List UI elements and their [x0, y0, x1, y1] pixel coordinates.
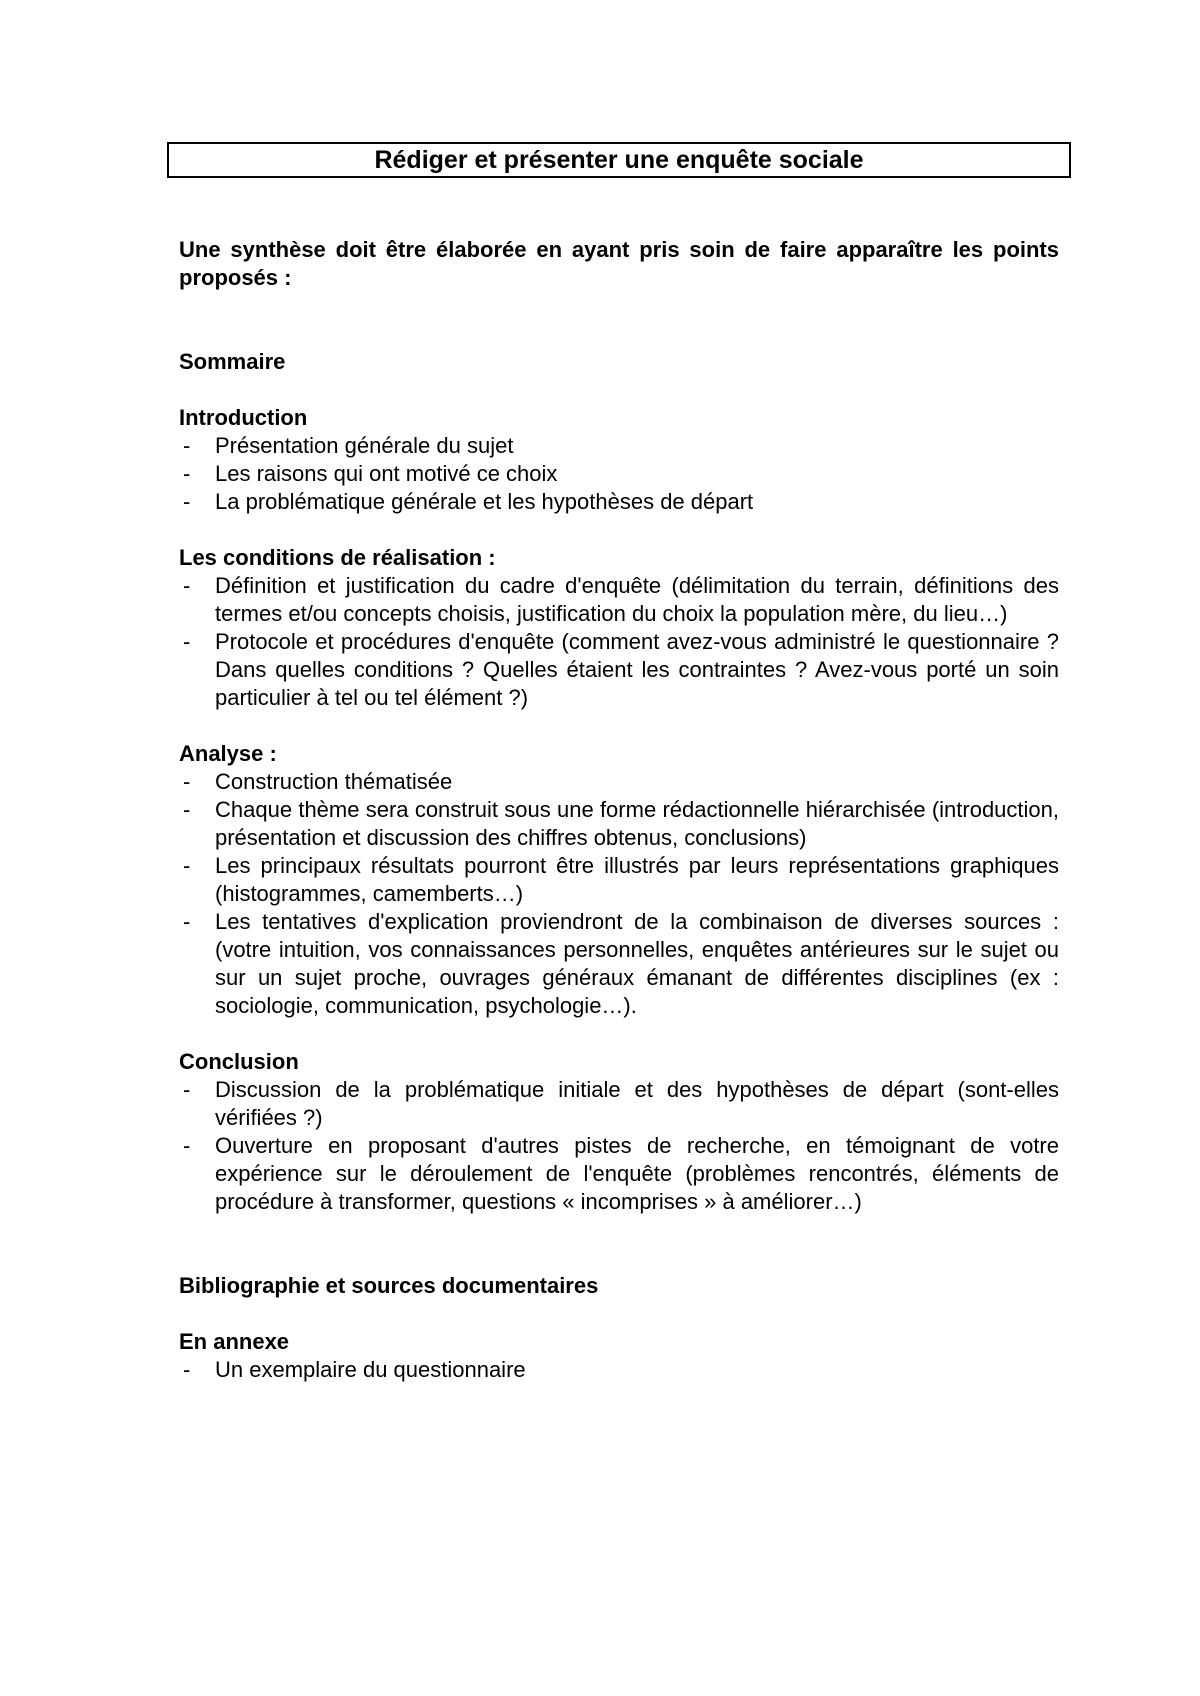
conclusion-list	[179, 1076, 1059, 1216]
list-item: - Construction thématisée	[179, 768, 1059, 796]
list-item: - Les raisons qui ont motivé ce choix	[179, 460, 1059, 488]
heading-conclusion: Conclusion	[179, 1049, 299, 1074]
heading-bibliographie: Bibliographie et sources documentaires	[179, 1273, 599, 1298]
heading-analyse: Analyse :	[179, 741, 277, 766]
list-item: - Chaque thème sera construit sous une forme rédactionnelle hiérarchisée (introduction, présentation et discussion des chiffres obtenus, conclusions)	[179, 796, 1059, 852]
list-item: - Protocole et procédures d'enquête (comment avez-vous administré le questionnaire ? Dans quelles conditions ? Quelles étaient les contraintes ? Avez-vous porté un soin particulier à tel ou tel élément ?)	[179, 628, 1059, 712]
heading-introduction: Introduction	[179, 405, 308, 430]
annexe-list	[179, 1356, 1059, 1384]
list-item: - Les principaux résultats pourront être illustrés par leurs représentations graphiques (histogrammes, camemberts…)	[179, 852, 1059, 908]
heading-conditions: Les conditions de réalisation :	[179, 545, 496, 570]
document-title: Rédiger et présenter une enquête sociale	[167, 142, 1071, 178]
heading-annexe: En annexe	[179, 1329, 290, 1354]
list-item: - Définition et justification du cadre d'enquête (délimitation du terrain, définitions des termes et/ou concepts choisis, justification du choix la population mère, du lieu…)	[179, 572, 1059, 628]
heading-sommaire: Sommaire	[179, 349, 286, 374]
analyse-list	[179, 768, 1059, 1020]
document-body	[179, 236, 1059, 1384]
list-item: - Présentation générale du sujet	[179, 432, 1059, 460]
list-item: - Discussion de la problématique initiale et des hypothèses de départ (sont-elles vérifiées ?)	[179, 1076, 1059, 1132]
list-item: - La problématique générale et les hypothèses de départ	[179, 488, 1059, 516]
list-item: - Les tentatives d'explication proviendront de la combinaison de diverses sources : (votre intuition, vos connaissances personnelles, enquêtes antérieures sur le sujet ou sur un sujet proche, ouvrages généraux émanant de différentes disciplines (ex : sociologie, communication, psychologie…).	[179, 908, 1059, 1020]
conditions-list	[179, 572, 1059, 712]
list-item: - Ouverture en proposant d'autres pistes de recherche, en témoignant de votre expérience sur le déroulement de l'enquête (problèmes rencontrés, éléments de procédure à transformer, questions « incomprises » à améliorer…)	[179, 1132, 1059, 1216]
introduction-list	[179, 432, 1059, 516]
intro-paragraph: Une synthèse doit être élaborée en ayant pris soin de faire apparaître les points proposés :	[179, 237, 1059, 290]
list-item: - Un exemplaire du questionnaire	[179, 1356, 1059, 1384]
